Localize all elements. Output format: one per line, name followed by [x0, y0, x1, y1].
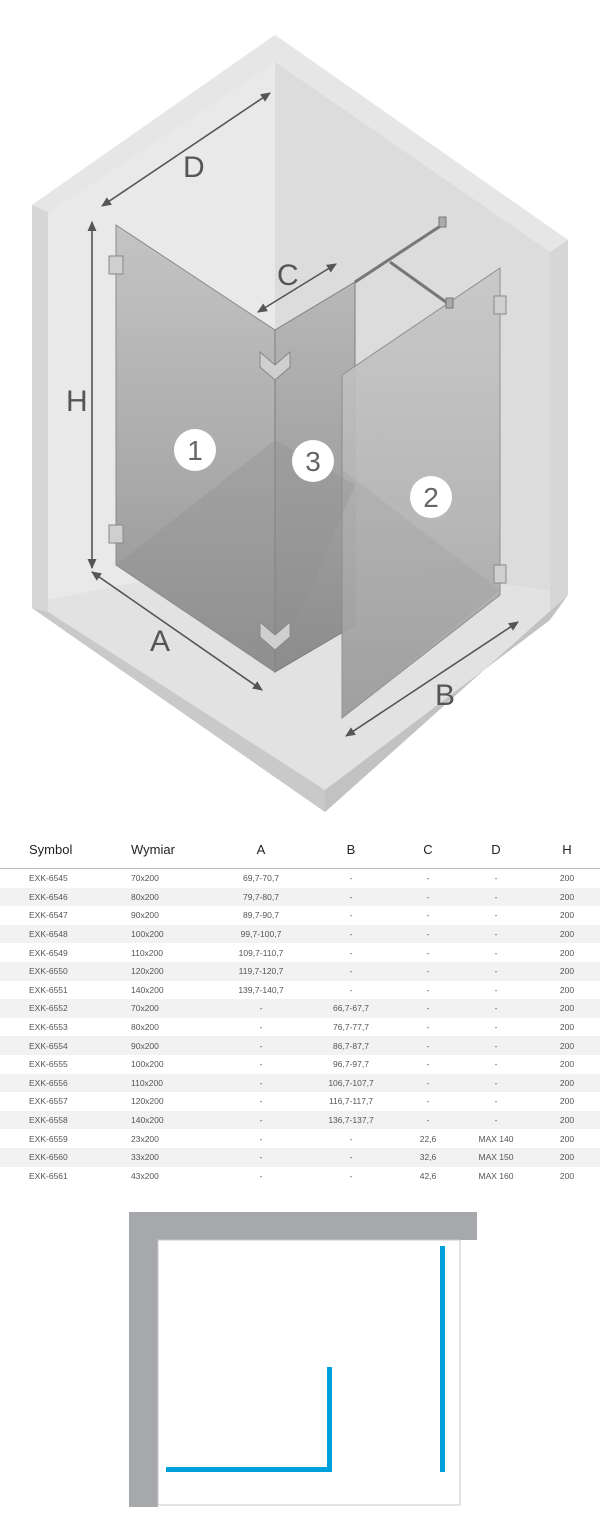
cell-d: MAX 160 [478, 1170, 514, 1181]
cell-b: - [349, 984, 353, 995]
header-a: A [218, 830, 304, 869]
cell-c: 42,6 [419, 1170, 437, 1181]
cell-a: - [218, 1074, 304, 1093]
cell-h: 200 [559, 1059, 575, 1070]
cell-a: - [259, 1022, 263, 1033]
cell-c: - [426, 1022, 430, 1033]
cell-d: MAX 140 [478, 1133, 514, 1144]
cell-a: - [218, 1111, 304, 1130]
cell-d: - [494, 1059, 498, 1070]
cell-wymiar: 110x200 [131, 1074, 218, 1093]
table-row [0, 1074, 600, 1093]
label-a: A [150, 625, 171, 658]
cell-wymiar: 120x200 [131, 962, 218, 981]
cell-wymiar: 100x200 [131, 925, 218, 944]
table-row [0, 1092, 600, 1111]
cell-wymiar: 43x200 [131, 1170, 159, 1181]
cell-d: - [458, 1074, 534, 1093]
spec-table [0, 830, 600, 1185]
cell-h: 200 [559, 1133, 575, 1144]
wall-top [129, 1212, 477, 1240]
cell-symbol: EXK-6553 [29, 1022, 68, 1033]
cell-wymiar: 110x200 [131, 947, 163, 958]
cell-symbol: EXK-6560 [0, 1148, 131, 1167]
cell-h: 200 [534, 1074, 600, 1093]
cell-b: 116,7-117,7 [328, 1096, 374, 1107]
label-h: H [66, 385, 88, 418]
cell-d: - [494, 1096, 498, 1107]
cell-symbol: EXK-6554 [0, 1036, 131, 1055]
glass-line-right [440, 1246, 445, 1472]
svg-text:3: 3 [305, 446, 321, 477]
cell-c: - [426, 910, 430, 921]
cell-symbol: EXK-6551 [29, 984, 68, 995]
cell-c: - [398, 1111, 458, 1130]
cell-a: 139,7-140,7 [238, 984, 284, 995]
cell-c: - [398, 888, 458, 907]
cell-d: - [494, 947, 498, 958]
cell-symbol: EXK-6545 [29, 873, 68, 884]
cell-h: 200 [534, 1111, 600, 1130]
cell-wymiar: 80x200 [131, 888, 218, 907]
cell-wymiar: 90x200 [131, 1036, 218, 1055]
cell-a: - [218, 1036, 304, 1055]
cell-symbol: EXK-6548 [0, 925, 131, 944]
cell-b: 136,7-137,7 [304, 1111, 398, 1130]
floor-outline [158, 1240, 460, 1505]
cell-d: - [458, 1036, 534, 1055]
cell-symbol: EXK-6549 [29, 947, 68, 958]
table-row [0, 1018, 600, 1037]
panel-badge-1 [174, 429, 216, 471]
table-row [0, 1055, 600, 1074]
cell-d: - [458, 1111, 534, 1130]
cell-c: - [398, 1036, 458, 1055]
cell-d: - [458, 888, 534, 907]
cell-wymiar: 100x200 [131, 1059, 164, 1070]
cell-a: - [259, 1059, 263, 1070]
cell-d: - [458, 999, 534, 1018]
cell-symbol: EXK-6555 [29, 1059, 68, 1070]
table-row [0, 925, 600, 944]
cell-wymiar: 70x200 [131, 999, 218, 1018]
panel-badge-3 [292, 440, 334, 482]
cell-c: - [426, 1059, 430, 1070]
cell-a: - [218, 1148, 304, 1167]
label-d: D [183, 151, 205, 184]
cell-symbol: EXK-6559 [29, 1133, 68, 1144]
cell-c: - [398, 999, 458, 1018]
table-row [0, 981, 600, 1000]
cell-b: 86,7-87,7 [304, 1036, 398, 1055]
cell-a: 69,7-70,7 [243, 873, 279, 884]
label-b: B [435, 679, 456, 712]
cell-h: 200 [534, 999, 600, 1018]
cell-b: - [349, 947, 353, 958]
cell-wymiar: 70x200 [131, 873, 159, 884]
cell-wymiar: 80x200 [131, 1022, 159, 1033]
cell-b: - [304, 1148, 398, 1167]
cell-h: 200 [534, 1036, 600, 1055]
header-wymiar: Wymiar [131, 830, 218, 869]
cell-a: 119,7-120,7 [218, 962, 304, 981]
cell-symbol: EXK-6550 [0, 962, 131, 981]
cell-b: - [349, 910, 353, 921]
table-row [0, 1167, 600, 1186]
label-c: C [277, 259, 299, 292]
cell-b: 66,7-67,7 [304, 999, 398, 1018]
table-row [0, 1111, 600, 1130]
svg-text:2: 2 [423, 482, 439, 513]
cell-wymiar: 23x200 [131, 1133, 159, 1144]
cell-d: MAX 150 [458, 1148, 534, 1167]
wall-left [129, 1212, 158, 1507]
cell-symbol: EXK-6558 [0, 1111, 131, 1130]
table-row [0, 1148, 600, 1167]
cell-b: - [304, 925, 398, 944]
table-row [0, 1129, 600, 1148]
cell-h: 200 [559, 873, 575, 884]
cell-wymiar: 140x200 [131, 1111, 218, 1130]
cell-b: - [349, 1133, 353, 1144]
cell-d: - [494, 873, 498, 884]
cell-a: 109,7-110,7 [238, 947, 284, 958]
cell-h: 200 [534, 888, 600, 907]
cell-h: 200 [559, 1022, 575, 1033]
cell-h: 200 [534, 962, 600, 981]
cell-h: 200 [559, 984, 575, 995]
cell-b: - [349, 1170, 353, 1181]
cell-b: 96,7-97,7 [333, 1059, 369, 1070]
cell-c: 32,6 [398, 1148, 458, 1167]
cell-c: - [426, 947, 430, 958]
table-header-row [0, 830, 600, 869]
cell-d: - [458, 962, 534, 981]
cell-a: - [259, 1170, 263, 1181]
svg-text:1: 1 [187, 435, 203, 466]
cell-wymiar: 90x200 [131, 910, 159, 921]
cell-d: - [494, 910, 498, 921]
header-h: H [534, 830, 600, 869]
cell-symbol: EXK-6547 [29, 910, 68, 921]
cell-wymiar: 120x200 [131, 1096, 164, 1107]
table-row [0, 943, 600, 962]
cell-b: 76,7-77,7 [333, 1022, 369, 1033]
cell-c: - [398, 925, 458, 944]
cell-a: 89,7-90,7 [243, 910, 279, 921]
glass-line-bottom [166, 1467, 332, 1472]
header-b: B [304, 830, 398, 869]
cell-h: 200 [559, 1170, 575, 1181]
cell-a: - [259, 1133, 263, 1144]
panel-badge-2 [410, 476, 452, 518]
cell-symbol: EXK-6557 [29, 1096, 68, 1107]
cell-h: 200 [559, 947, 575, 958]
table-row [0, 1036, 600, 1055]
cell-b: - [349, 873, 353, 884]
cell-a: - [259, 1096, 263, 1107]
cell-c: - [398, 1074, 458, 1093]
table-row [0, 888, 600, 907]
cell-c: 22,6 [419, 1133, 437, 1144]
cell-d: - [458, 925, 534, 944]
table-row [0, 906, 600, 925]
cell-c: - [426, 1096, 430, 1107]
cell-b: - [304, 962, 398, 981]
cell-a: 79,7-80,7 [218, 888, 304, 907]
cell-a: - [218, 999, 304, 1018]
table-row [0, 869, 600, 888]
cell-symbol: EXK-6546 [0, 888, 131, 907]
table-row [0, 999, 600, 1018]
cell-a: 99,7-100,7 [218, 925, 304, 944]
cell-wymiar: 33x200 [131, 1148, 218, 1167]
cell-h: 200 [559, 910, 575, 921]
cell-c: - [426, 873, 430, 884]
glass-line-return [327, 1367, 332, 1472]
cell-c: - [398, 962, 458, 981]
cell-h: 200 [559, 1096, 575, 1107]
plan-view [0, 1200, 600, 1522]
cell-symbol: EXK-6561 [29, 1170, 68, 1181]
cell-d: - [494, 1022, 498, 1033]
header-symbol: Symbol [0, 830, 131, 869]
header-c: C [398, 830, 458, 869]
cell-d: - [494, 984, 498, 995]
cell-h: 200 [534, 925, 600, 944]
cell-symbol: EXK-6556 [0, 1074, 131, 1093]
table-row [0, 962, 600, 981]
cell-h: 200 [534, 1148, 600, 1167]
cell-b: 106,7-107,7 [304, 1074, 398, 1093]
cell-b: - [304, 888, 398, 907]
cell-symbol: EXK-6552 [0, 999, 131, 1018]
header-d: D [458, 830, 534, 869]
cell-wymiar: 140x200 [131, 984, 164, 995]
cell-c: - [426, 984, 430, 995]
